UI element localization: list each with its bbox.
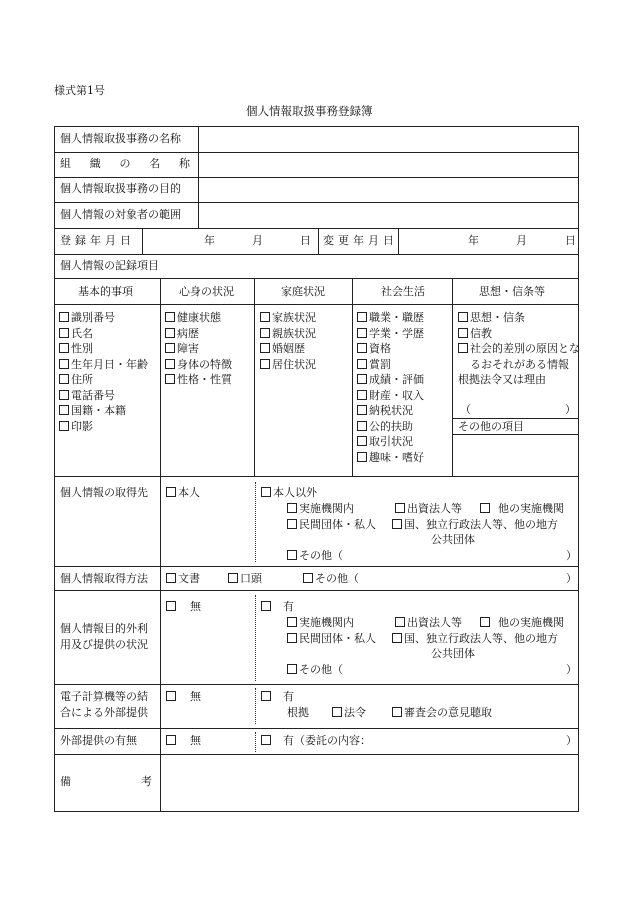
name-label: 個人情報取扱事務の名称 — [60, 132, 181, 145]
checkbox-icon — [165, 328, 175, 338]
remarks-label: 備 考 — [60, 775, 152, 788]
checkbox-icon — [166, 487, 176, 497]
checkbox-icon — [392, 519, 402, 529]
checkbox-item[interactable]: 住所 — [59, 372, 148, 388]
checkbox-icon — [303, 573, 313, 583]
cat-social-list — [357, 310, 424, 465]
basis-close-paren: ） — [565, 403, 576, 416]
checkbox-icon — [458, 312, 468, 322]
ext-national-option[interactable]: 国、独立行政法人等、他の地方 — [392, 632, 558, 646]
outsource-label: 外部提供の有無 — [60, 734, 137, 747]
checkbox-icon — [166, 735, 176, 745]
checkbox-icon — [59, 421, 69, 431]
other-items-label: その他の項目 — [458, 420, 524, 433]
checkbox-icon — [260, 328, 270, 338]
checkbox-icon — [59, 374, 69, 384]
ext-other-option[interactable]: その他（ — [287, 663, 343, 677]
checkbox-icon — [59, 343, 69, 353]
reg-day: 日 — [300, 234, 311, 247]
cat-family-list — [260, 310, 316, 372]
comp-council-option[interactable]: 審査会の意見聴取 — [392, 706, 492, 720]
checkbox-item[interactable]: 電話番号 — [59, 388, 148, 404]
checkbox-icon — [59, 312, 69, 322]
checkbox-icon — [287, 519, 297, 529]
acq-national-line2: 公共団体 — [431, 533, 475, 546]
checkbox-icon — [357, 452, 367, 462]
checkbox-item[interactable]: 学業・学歴 — [357, 326, 424, 342]
checkbox-item[interactable]: 性格・性質 — [165, 372, 232, 388]
out-none-option[interactable]: 無 — [166, 734, 201, 748]
checkbox-icon — [357, 359, 367, 369]
checkbox-icon — [357, 312, 367, 322]
checkbox-item[interactable]: 病歴 — [165, 326, 232, 342]
checkbox-item[interactable]: 識別番号 — [59, 310, 148, 326]
checkbox-icon — [59, 359, 69, 369]
checkbox-item[interactable]: 財産・収入 — [357, 388, 424, 404]
checkbox-item[interactable]: 思想・信条 — [458, 310, 586, 326]
checkbox-icon — [59, 390, 69, 400]
acq-other-agency-option[interactable]: 他の実施機関 — [480, 502, 564, 516]
ext-other-close: ） — [566, 663, 577, 676]
changed-label: 変更年月日 — [323, 234, 398, 247]
checkbox-item[interactable]: 成績・評価 — [357, 372, 424, 388]
ext-investors-option[interactable]: 出資法人等 — [395, 616, 462, 630]
reg-month: 月 — [252, 234, 263, 247]
checkbox-item[interactable]: 資格 — [357, 341, 424, 357]
checkbox-icon — [357, 328, 367, 338]
checkbox-icon — [395, 503, 405, 513]
checkbox-icon — [392, 633, 402, 643]
checkbox-item[interactable]: 家族状況 — [260, 310, 316, 326]
checkbox-icon — [287, 550, 297, 560]
checkbox-icon — [165, 374, 175, 384]
purpose-label: 個人情報取扱事務の目的 — [60, 182, 181, 195]
checkbox-item[interactable]: 親族状況 — [260, 326, 316, 342]
reg-year: 年 — [204, 234, 215, 247]
form-number: 様式第1号 — [54, 84, 105, 97]
method-oral-option[interactable]: 口頭 — [228, 572, 262, 586]
basis-open-paren: （ — [460, 403, 471, 416]
method-label: 個人情報取得方法 — [60, 572, 148, 585]
checkbox-icon — [228, 573, 238, 583]
cat-mind-list — [165, 310, 232, 388]
checkbox-icon — [357, 390, 367, 400]
comp-yes-option[interactable]: 有 — [261, 690, 294, 704]
method-other-option[interactable]: その他（ — [303, 572, 359, 586]
checkbox-item[interactable]: 身体の特徴 — [165, 357, 232, 373]
checkbox-item[interactable]: 社会的差別の原因となるおそれがある情報 — [458, 341, 586, 372]
cat-belief-list — [458, 310, 586, 388]
checkbox-icon — [260, 343, 270, 353]
checkbox-icon — [287, 617, 297, 627]
checkbox-item[interactable]: 取引状況 — [357, 434, 424, 450]
checkbox-icon — [260, 312, 270, 322]
out-close: ） — [566, 734, 577, 747]
checkbox-icon — [260, 359, 270, 369]
method-other-close: ） — [566, 572, 577, 585]
cat-header-belief: 思想・信条等 — [479, 285, 545, 298]
ext-national-line2: 公共団体 — [431, 647, 475, 660]
cat-basic-list — [59, 310, 148, 434]
acq-internal-option[interactable]: 実施機関内 — [287, 502, 354, 516]
checkbox-item[interactable]: 障害 — [165, 341, 232, 357]
checkbox-item[interactable]: 公的扶助 — [357, 419, 424, 435]
checkbox-icon — [166, 573, 176, 583]
method-document-option[interactable]: 文書 — [166, 572, 200, 586]
checkbox-item[interactable]: 国籍・本籍 — [59, 403, 148, 419]
chg-month: 月 — [516, 234, 527, 247]
checkbox-icon — [357, 421, 367, 431]
basis-text: 根拠法令又は理由 — [458, 373, 546, 386]
checkbox-icon — [395, 617, 405, 627]
checkbox-item[interactable]: 納税状況 — [357, 403, 424, 419]
ext-internal-option[interactable]: 実施機関内 — [287, 616, 354, 630]
acq-investors-option[interactable]: 出資法人等 — [395, 502, 462, 516]
checkbox-item[interactable]: 性別 — [59, 341, 148, 357]
checkbox-icon — [458, 328, 468, 338]
checkbox-icon — [357, 343, 367, 353]
checkbox-icon — [166, 691, 176, 701]
checkbox-icon — [458, 343, 468, 353]
acq-national-option[interactable]: 国、独立行政法人等、他の地方 — [392, 518, 558, 532]
checkbox-icon — [166, 601, 176, 611]
ext-private-option[interactable]: 民間団体・私人 — [287, 632, 376, 646]
acq-self-option[interactable]: 本人 — [166, 486, 200, 500]
checkbox-icon — [165, 359, 175, 369]
record-items-label: 個人情報の記録項目 — [60, 259, 159, 272]
computer-label-2: 合による外部提供 — [60, 706, 148, 719]
ext-other-agency-option[interactable]: 他の実施機関 — [480, 616, 564, 630]
checkbox-item[interactable]: 氏名 — [59, 326, 148, 342]
comp-basis-label: 根拠 — [287, 706, 309, 719]
page-title: 個人情報取扱事務登録簿 — [246, 104, 373, 118]
cat-header-basic: 基本的事項 — [78, 285, 133, 298]
checkbox-icon — [332, 707, 342, 717]
checkbox-icon — [261, 735, 271, 745]
checkbox-icon — [357, 436, 367, 446]
checkbox-item[interactable]: 職業・職歴 — [357, 310, 424, 326]
checkbox-icon — [261, 601, 271, 611]
checkbox-item[interactable]: 健康状態 — [165, 310, 232, 326]
scope-label: 個人情報の対象者の範囲 — [60, 208, 181, 221]
cat-header-social: 社会生活 — [381, 285, 425, 298]
checkbox-item[interactable]: 印影 — [59, 419, 148, 435]
checkbox-icon — [287, 503, 297, 513]
acq-nonself-option[interactable]: 本人以外 — [261, 486, 317, 500]
computer-label-1: 電子計算機等の結 — [60, 690, 148, 703]
ext-none-option[interactable]: 無 — [166, 600, 201, 614]
checkbox-icon — [480, 617, 490, 627]
comp-none-option[interactable]: 無 — [166, 690, 201, 704]
checkbox-item[interactable]: 趣味・嗜好 — [357, 450, 424, 466]
external-use-label-1: 個人情報目的外利 — [60, 622, 148, 635]
checkbox-icon — [357, 405, 367, 415]
checkbox-item[interactable]: 生年月日・年齢 — [59, 357, 148, 373]
checkbox-icon — [59, 405, 69, 415]
org-label: 組 織 の 名 称 — [60, 157, 190, 170]
checkbox-icon — [261, 691, 271, 701]
acq-other-option[interactable]: その他（ — [287, 549, 343, 563]
comp-law-option[interactable]: 法令 — [332, 706, 366, 720]
checkbox-item[interactable]: 婚姻歴 — [260, 341, 316, 357]
acq-private-option[interactable]: 民間団体・私人 — [287, 518, 376, 532]
checkbox-icon — [165, 343, 175, 353]
checkbox-icon — [287, 664, 297, 674]
checkbox-icon — [357, 374, 367, 384]
external-use-label-2: 用及び提供の状況 — [60, 638, 148, 651]
checkbox-item[interactable]: 信教 — [458, 326, 586, 342]
chg-day: 日 — [565, 234, 576, 247]
cat-header-mind: 心身の状況 — [179, 285, 234, 298]
checkbox-item[interactable]: 居住状況 — [260, 357, 316, 373]
checkbox-icon — [261, 487, 271, 497]
checkbox-icon — [480, 503, 490, 513]
registered-label: 登録年月日 — [60, 234, 135, 247]
acq-other-close: ） — [566, 549, 577, 562]
acquisition-label: 個人情報の取得先 — [60, 486, 148, 499]
checkbox-icon — [392, 707, 402, 717]
checkbox-icon — [165, 312, 175, 322]
checkbox-icon — [287, 633, 297, 643]
ext-yes-option[interactable]: 有 — [261, 600, 294, 614]
cat-header-family: 家庭状況 — [281, 285, 325, 298]
chg-year: 年 — [468, 234, 479, 247]
checkbox-icon — [59, 328, 69, 338]
out-yes-option[interactable]: 有（委託の内容： — [261, 734, 371, 748]
checkbox-item[interactable]: 賞罰 — [357, 357, 424, 373]
